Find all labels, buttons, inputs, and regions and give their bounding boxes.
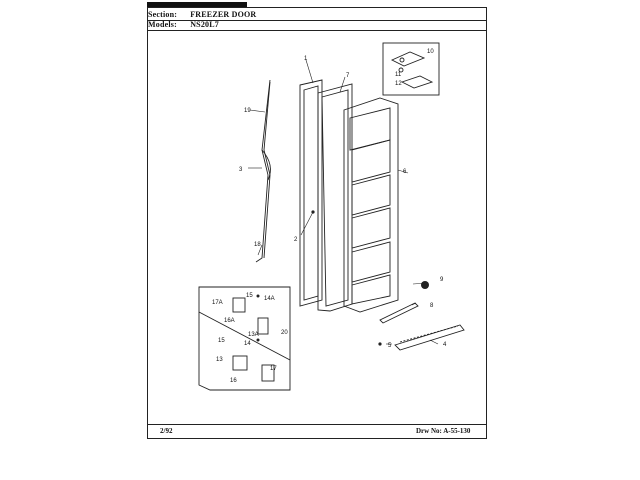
section-value: FREEZER DOOR [190,10,257,19]
toe-grille [395,325,464,350]
footer-date: 2/92 [160,427,173,435]
callout-18: 18 [254,242,261,248]
hinge-plate [402,76,432,88]
door-panel [300,80,322,306]
callout-14a: 14A [264,296,275,302]
callout-14: 14 [244,341,251,347]
callout-16: 16 [230,378,237,384]
callout-15-upper: 15 [246,293,253,299]
cam-bracket-lower [233,356,247,370]
callout-7: 7 [346,73,350,79]
callout-11: 11 [395,72,402,78]
door-gasket [318,84,352,311]
callout-1: 1 [304,56,308,62]
callout-6: 6 [403,169,407,175]
models-value: NS20L7 [190,20,219,29]
callout-5: 5 [388,343,392,349]
callout-15-lower: 15 [218,338,225,344]
cam-bracket-upper [233,298,245,312]
callout-17: 17 [270,366,277,372]
cam-part-20 [258,318,268,334]
callout-13a: 13A [248,332,259,338]
section-label: Section: [148,10,178,19]
screw-9 [421,281,429,289]
footer-drawing-number: Drw No: A-55-130 [416,427,471,435]
door-rail [380,303,418,323]
callout-10: 10 [427,49,434,55]
callout-9: 9 [440,277,444,283]
callout-17a: 17A [212,300,223,306]
callout-13: 13 [216,357,223,363]
models-label: Models: [148,20,177,29]
callout-12: 12 [395,81,402,87]
callout-4: 4 [443,342,447,348]
callout-20: 20 [281,330,288,336]
callout-16a: 16A [224,318,235,324]
callout-2: 2 [294,237,298,243]
callout-3: 3 [239,167,243,173]
callout-19: 19 [244,108,251,114]
hinge-bracket [392,52,424,66]
callout-8: 8 [430,303,434,309]
footer-divider [147,424,487,425]
